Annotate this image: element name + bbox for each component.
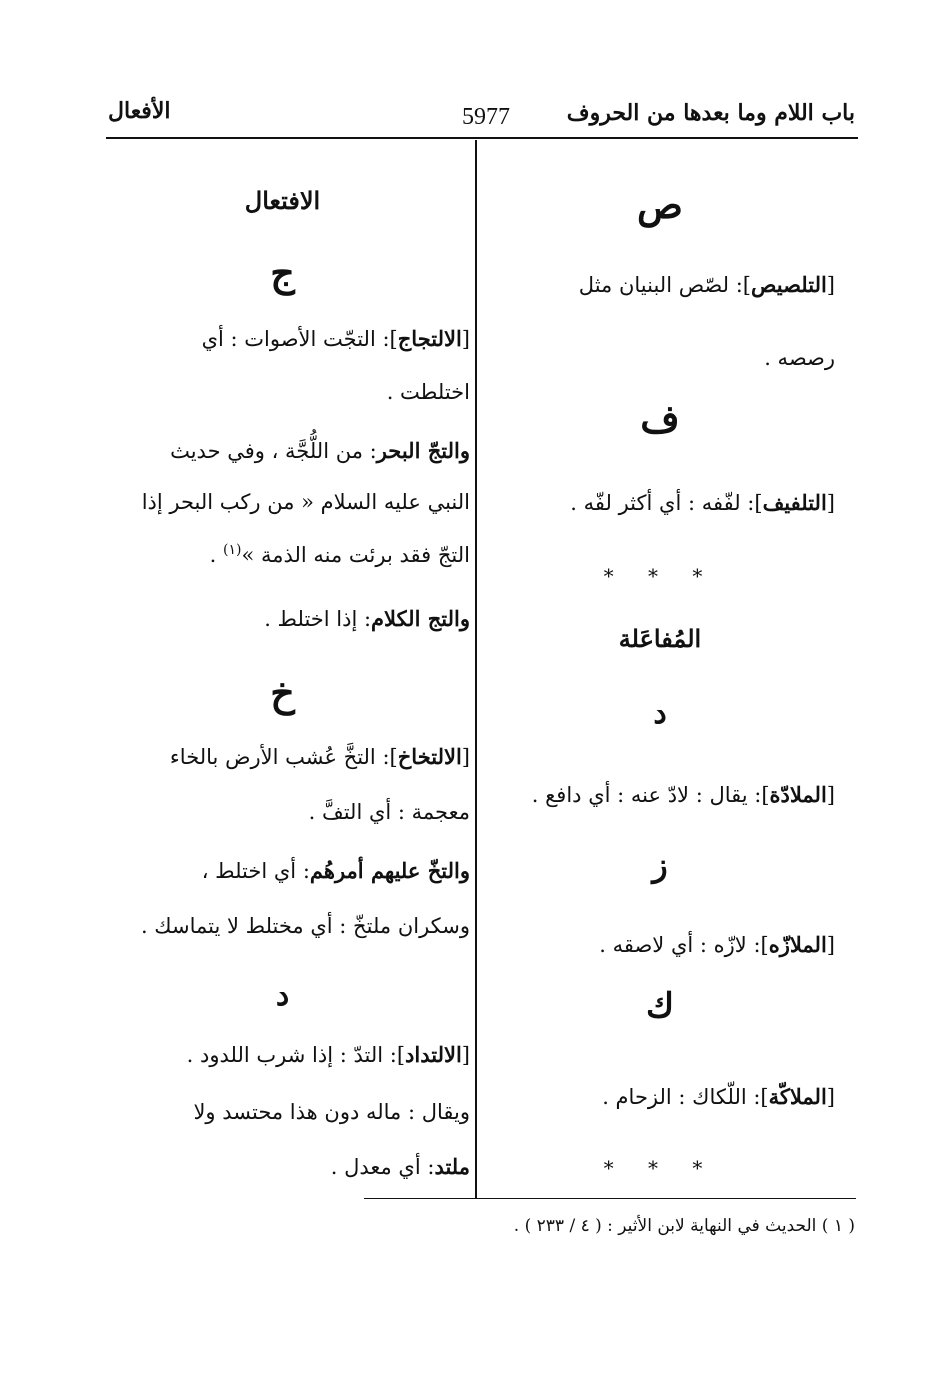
entry-multadd (331, 1154, 470, 1179)
entry-term: التلصيص (751, 272, 827, 297)
entry-definition: : لفّفه : أي أكثر لفّه . (570, 491, 755, 515)
entry-definition: : من اللُّجَّة ، وفي حديث (170, 439, 377, 463)
header-right-title: باب اللام وما بعدها من الحروف (566, 100, 855, 126)
letter-heading-zay: ز (652, 846, 668, 884)
letter-heading-jim: ج (270, 250, 295, 295)
entry-term: الالتجاج (397, 326, 462, 351)
entry-iltidad: [الالتداد]: التدّ : إذا شرب اللدود . (186, 1042, 470, 1067)
entry-iltajja-bahr-line2: النبي عليه السلام « من ركب البحر إذا (141, 490, 470, 514)
entry-iltakha-line2: وسكران ملتخّ : أي مختلط لا يتماسك . (140, 914, 470, 938)
entry-term: الملادّة (769, 782, 827, 807)
entry-term: الملاكّة (768, 1084, 827, 1109)
entry-term: ملتد (434, 1154, 470, 1179)
section-separator-stars: * * * (603, 1156, 717, 1180)
entry-yuqal-line1: ويقال : ماله دون هذا محتسد ولا (193, 1100, 470, 1124)
column-divider (475, 140, 477, 1198)
entry-definition: : يقال : لادّ عنه : أي دافع . (531, 783, 762, 807)
entry-term: والتج الكلام (371, 606, 470, 631)
entry-mulakka: [الملاكّة]: اللّكاك : الزحام . (602, 1084, 835, 1109)
entry-definition: : إذا اختلط . (264, 607, 372, 631)
footnote-text: ( ١ ) الحديث في النهاية لابن الأثير : ( ٤ / ٢٣٣ ) . (513, 1216, 855, 1236)
entry-definition: : التدّ : إذا شرب اللدود . (186, 1043, 397, 1067)
entry-iltijaj-line1: [الالتجاج]: التجّت الأصوات : أي (201, 326, 470, 351)
entry-talsis-line2: رصصه . (764, 346, 835, 370)
entry-definition: : لازّه : أي لاصقه . (599, 933, 761, 957)
section-separator-stars: * * * (603, 564, 717, 588)
entry-iltikhakh-line2: معجمة : أي التفَّ . (308, 800, 470, 824)
entry-term: التلفيف (762, 490, 827, 515)
entry-definition: : لصّص البنيان مثل (578, 273, 743, 297)
entry-term: والتخّ عليهم أمرهُم (309, 858, 470, 883)
header-left-title: الأفعال (108, 98, 171, 124)
entry-term: الالتداد (405, 1042, 462, 1067)
letter-heading-dal: د (275, 978, 290, 1013)
entry-definition: التجّ فقد برئت منه الذمة » (241, 543, 470, 567)
letter-heading-sad: ص (637, 182, 683, 227)
entry-term: والتجّ البحر (376, 438, 470, 463)
entry-talfif: [التلفيف]: لفّفه : أي أكثر لفّه . (570, 490, 835, 515)
section-heading-iftiaal: الافتعال (244, 186, 321, 215)
entry-definition: : أي اختلط ، (201, 859, 310, 883)
entry-term: الالتخاخ (397, 744, 462, 769)
entry-mulaza: [الملازّه]: لازّه : أي لاصقه . (599, 932, 835, 957)
entry-term: الملازّه (768, 932, 827, 957)
page-number: 5977 (462, 104, 510, 130)
section-heading-mufaala: المُفاعَلة (618, 624, 702, 653)
letter-heading-kaf: ك (645, 986, 675, 1026)
letter-heading-dal: د (653, 696, 667, 731)
footnote-rule (364, 1198, 856, 1199)
letter-heading-fa: ف (640, 396, 680, 441)
entry-iltajja-bahr-line3: التجّ فقد برئت منه الذمة »$^{(١)}$ . (209, 542, 470, 567)
footnote-reference[interactable]: (١) (222, 542, 242, 558)
header-rule (106, 137, 858, 139)
entry-iltakha-line1 (202, 858, 470, 883)
entry-definition: : التخَّ عُشب الأرض بالخاء (169, 745, 390, 769)
entry-iltikhakh-line1: [الالتخاخ]: التخَّ عُشب الأرض بالخاء (169, 744, 470, 769)
entry-iltajja-kalam (264, 606, 470, 631)
entry-iltijaj-line2: اختلطت . (386, 380, 470, 404)
entry-iltajja-bahr-line1 (170, 438, 470, 463)
entry-definition: : أي معدل . (330, 1155, 435, 1179)
letter-heading-kha: خ (270, 670, 295, 715)
entry-talsis-line1: [التلصيص]: لصّص البنيان مثل (578, 272, 835, 297)
entry-mulada: [الملادّة]: يقال : لادّ عنه : أي دافع . (531, 782, 835, 807)
entry-definition: : اللّكاك : الزحام . (602, 1085, 761, 1109)
entry-definition: : التجّت الأصوات : أي (201, 327, 390, 351)
